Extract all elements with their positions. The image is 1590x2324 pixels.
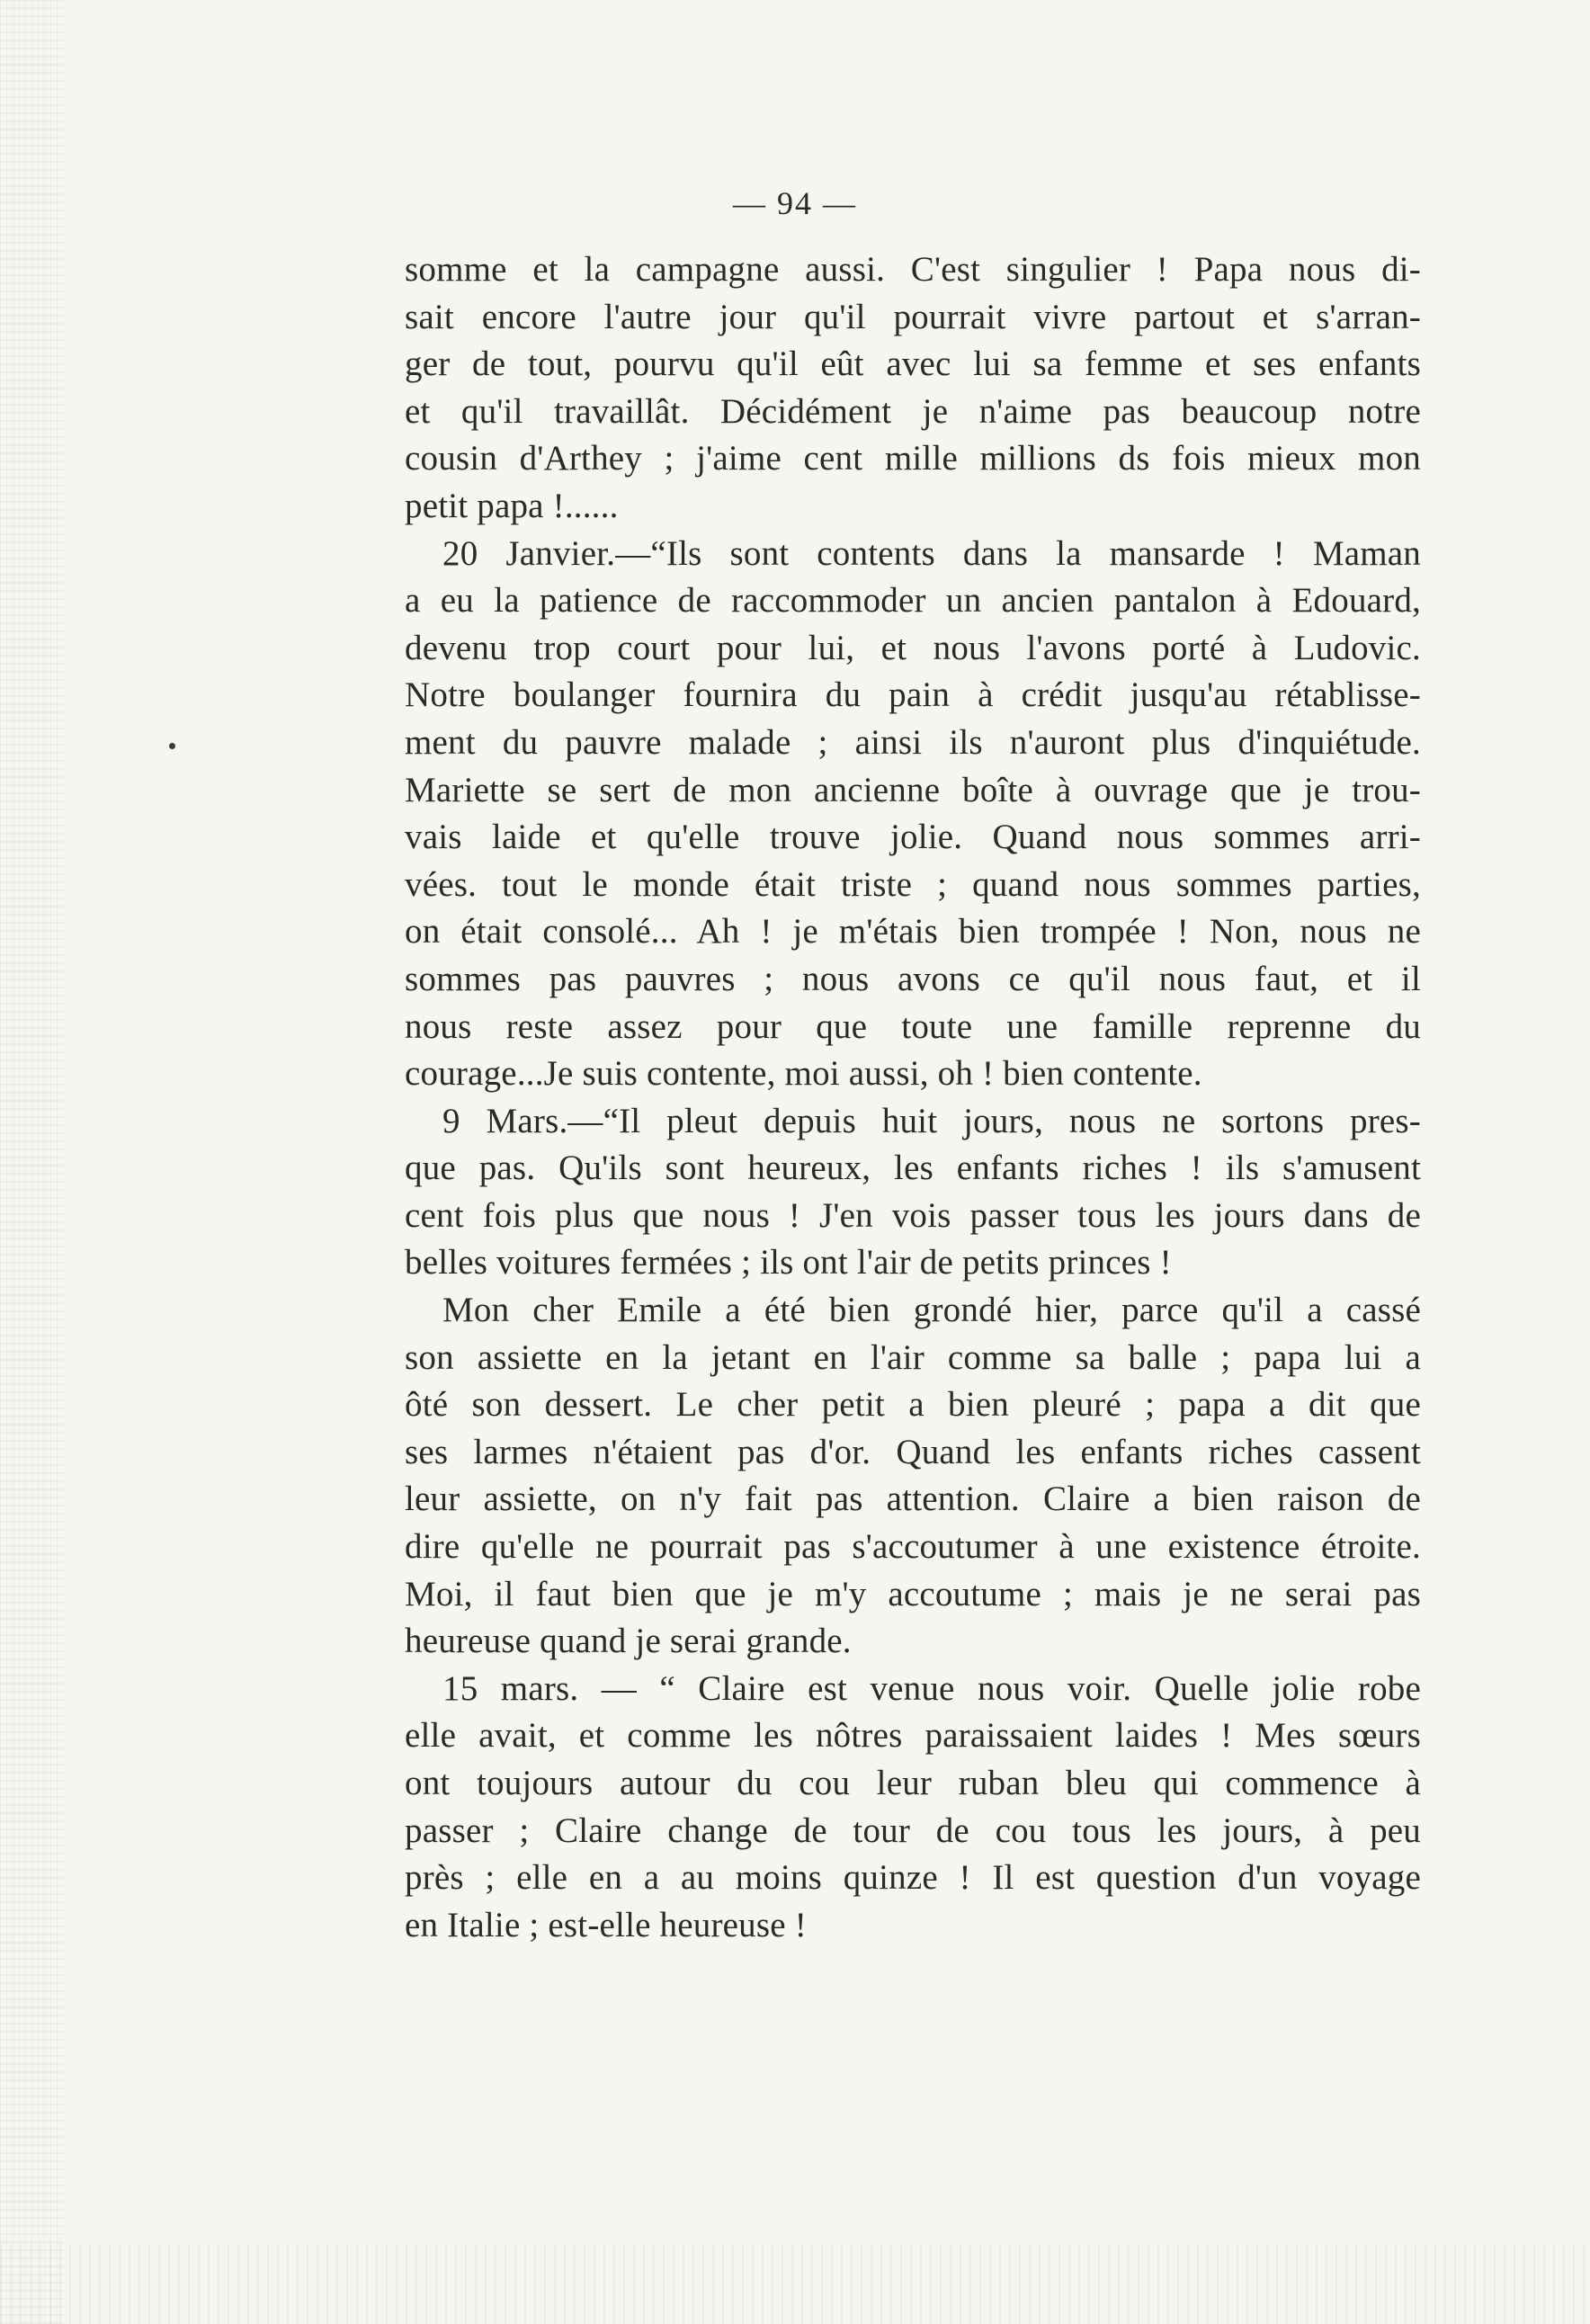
text-line: devenu trop court pour lui, et nous l'avons porté à Ludovic. xyxy=(405,628,1421,667)
text-line: Mon cher Emile a été bien grondé hier, parce qu'il a cassé xyxy=(442,1291,1421,1330)
text-line: ger de tout, pourvu qu'il eût avec lui sa femme et ses enfants xyxy=(405,344,1421,384)
text-line: on était consolé... Ah ! je m'étais bien trompée ! Non, nous ne xyxy=(405,912,1421,952)
scan-edge-bottom xyxy=(0,2243,1590,2324)
scan-mark xyxy=(169,743,175,749)
text-line: vées. tout le monde était triste ; quand nous sommes parties, xyxy=(405,864,1421,904)
text-line: courage...Je suis contente, moi aussi, oh ! bien contente. xyxy=(405,1054,1202,1094)
text-line: petit papa !...... xyxy=(405,486,619,525)
body-text xyxy=(405,246,1421,1949)
text-line: nous reste assez pour que toute une famille reprenne du xyxy=(405,1006,1421,1046)
text-line: somme et la campagne aussi. C'est singulier ! Papa nous di- xyxy=(405,250,1421,289)
text-line: sait encore l'autre jour qu'il pourrait vivre partout et s'arran- xyxy=(405,297,1421,336)
text-line: 15 mars. — “ Claire est venue nous voir. Quelle jolie robe xyxy=(442,1668,1421,1708)
text-line: ses larmes n'étaient pas d'or. Quand les enfants riches cassent xyxy=(405,1432,1421,1471)
text-line: passer ; Claire change de tour de cou tous les jours, à peu xyxy=(405,1810,1421,1850)
scan-edge-left xyxy=(0,0,63,2324)
text-line: que pas. Qu'ils sont heureux, les enfants riches ! ils s'amusent xyxy=(405,1149,1421,1188)
text-line: près ; elle en a au moins quinze ! Il est question d'un voyage xyxy=(405,1858,1421,1898)
text-line: et qu'il travaillât. Décidément je n'aime pas beaucoup notre xyxy=(405,391,1421,431)
text-line: ôté son dessert. Le cher petit a bien pleuré ; papa a dit que xyxy=(405,1385,1421,1425)
text-line: Moi, il faut bien que je m'y accoutume ; mais je ne serai pas xyxy=(405,1574,1421,1613)
text-line: elle avait, et comme les nôtres paraissaient laides ! Mes sœurs xyxy=(405,1716,1421,1756)
text-line: cent fois plus que nous ! J'en vois passer tous les jours dans de xyxy=(405,1195,1421,1235)
text-line: dire qu'elle ne pourrait pas s'accoutumer à une existence étroite. xyxy=(405,1527,1421,1567)
text-line: ment du pauvre malade ; ainsi ils n'auront plus d'inquiétude. xyxy=(405,722,1421,762)
text-line: a eu la patience de raccommoder un ancien pantalon à Edouard, xyxy=(405,581,1421,621)
text-line: 9 Mars.—“Il pleut depuis huit jours, nous ne sortons pres- xyxy=(442,1101,1421,1140)
page-number: — 94 — xyxy=(733,185,857,221)
text-line: heureuse quand je serai grande. xyxy=(405,1622,852,1661)
text-line: vais laide et qu'elle trouve jolie. Quand nous sommes arri- xyxy=(405,818,1421,857)
text-line: 20 Janvier.—“Ils sont contents dans la mansarde ! Maman xyxy=(442,533,1421,573)
text-line: Notre boulanger fournira du pain à crédit jusqu'au rétablisse- xyxy=(405,675,1421,715)
text-line: cousin d'Arthey ; j'aime cent mille millions ds fois mieux mon xyxy=(405,439,1421,478)
text-line: en Italie ; est-elle heureuse ! xyxy=(405,1905,807,1944)
text-line: sommes pas pauvres ; nous avons ce qu'il nous faut, et il xyxy=(405,959,1421,998)
text-line: ont toujours autour du cou leur ruban bleu qui commence à xyxy=(405,1764,1421,1802)
text-line: Mariette se sert de mon ancienne boîte à ouvrage que je trou- xyxy=(405,770,1421,809)
text-line: belles voitures fermées ; ils ont l'air de petits princes ! xyxy=(405,1243,1172,1283)
text-line: son assiette en la jetant en l'air comme sa balle ; papa lui a xyxy=(405,1337,1421,1377)
text-line: leur assiette, on n'y fait pas attention. Claire a bien raison de xyxy=(405,1479,1421,1519)
